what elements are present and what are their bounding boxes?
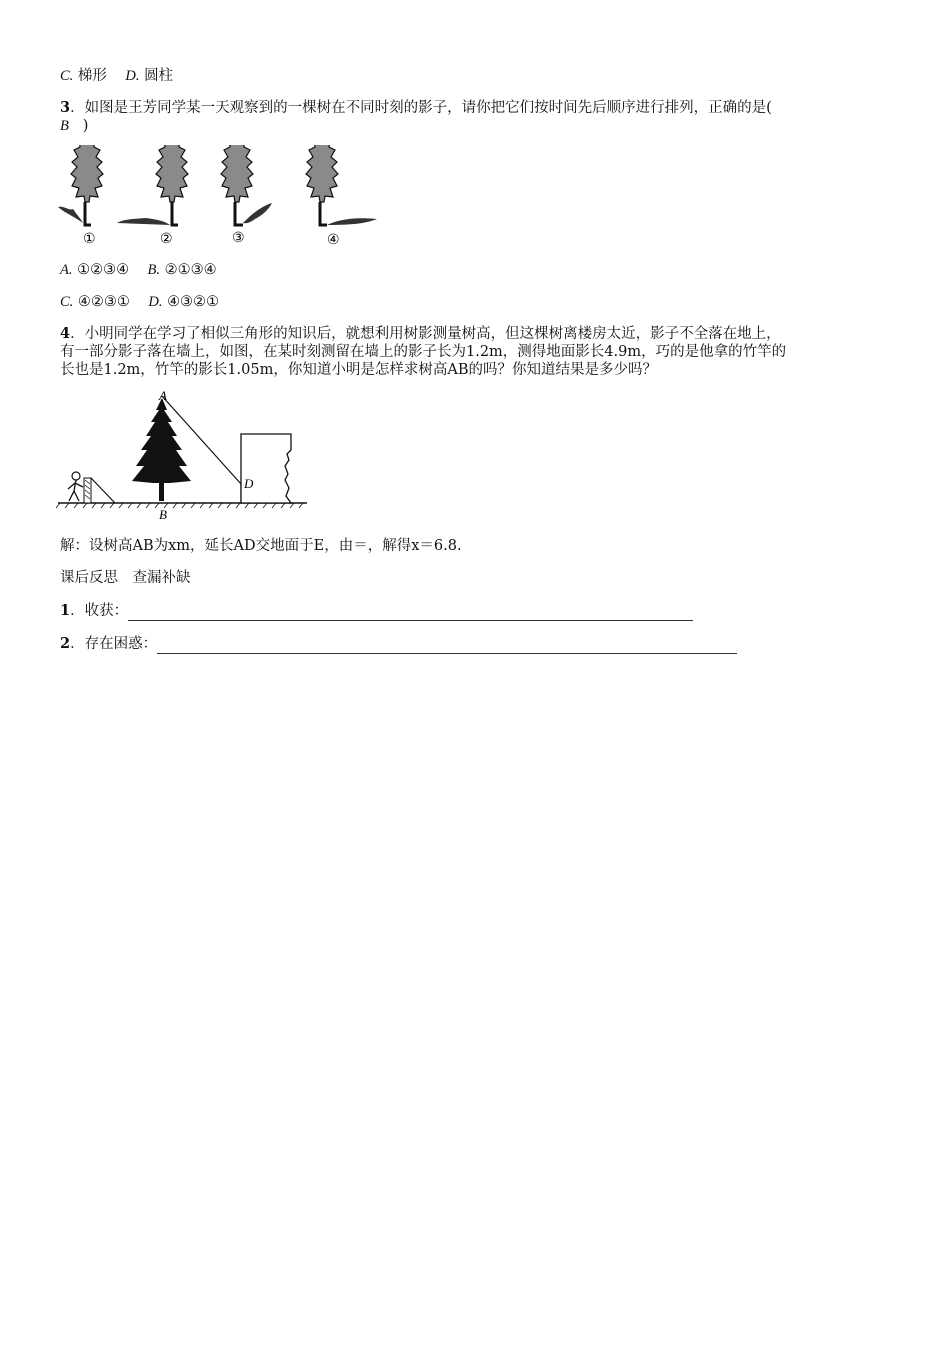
- q4-stem-line3: 长也是1.2m，竹竿的影长1.05m，你知道小明是怎样求树高AB的吗？你知道结果是多少吗？: [60, 362, 657, 378]
- label-B: B: [159, 507, 167, 522]
- q3-option-c-letter: C.: [60, 294, 74, 310]
- reflection-item-1-number: 1: [60, 602, 71, 619]
- q3-number: 3: [60, 99, 71, 116]
- reflection-item-2-label: ．存在困惑：: [70, 636, 158, 652]
- tree-3: [221, 145, 272, 225]
- tree-1: [58, 145, 103, 225]
- label-A: A: [159, 388, 167, 403]
- reflection-title: 课后反思 查漏补缺: [60, 570, 191, 586]
- q4-number: 4: [60, 325, 71, 342]
- harvest-blank-line[interactable]: [128, 606, 693, 621]
- tree-2: [117, 145, 188, 225]
- q3-options-ab: [60, 260, 217, 280]
- option-d-text: 圆柱: [144, 68, 174, 84]
- q3-option-b-letter: B.: [147, 262, 161, 278]
- q3-stem: [60, 98, 772, 118]
- q3-answer: B: [60, 118, 69, 134]
- fig-label-4: ④: [327, 233, 340, 248]
- q4-tree-wall-figure: [55, 388, 315, 523]
- option-c-letter: C.: [60, 68, 74, 84]
- q4-line1-text: ．小明同学在学习了相似三角形的知识后，就想利用树影测量树高，但这棵树离楼房太近，影子不全落在地上，: [70, 326, 781, 342]
- q3-close-paren: ): [82, 118, 89, 134]
- q3-tree-shadows-figure: [55, 145, 385, 250]
- q3-option-d-text: ④③②①: [167, 294, 220, 310]
- tree-4: [306, 145, 377, 225]
- q3-option-b-text: ②①③④: [164, 262, 217, 278]
- reflection-item-1-label: ．收获：: [70, 603, 129, 619]
- option-c-text: 梯形: [77, 68, 107, 84]
- confusion-blank-line[interactable]: [157, 639, 737, 654]
- reflection-item-2-number: 2: [60, 635, 71, 652]
- fig-label-1: ①: [83, 232, 96, 247]
- building-wall: [241, 434, 291, 503]
- q4-solution: 解：设树高AB为xm，延长AD交地面于E，由＝，解得x＝6.8.: [60, 538, 462, 554]
- q2-options-cd: [60, 66, 173, 86]
- reflection-item-1: [60, 601, 693, 621]
- tree-silhouette: [132, 398, 191, 501]
- label-D: D: [244, 476, 254, 491]
- fig-label-3: ③: [232, 231, 245, 246]
- q3-option-a-letter: A.: [60, 262, 73, 278]
- q4-stem-line1: [60, 324, 781, 344]
- option-d-letter: D.: [125, 68, 140, 84]
- person-with-pole: [68, 472, 115, 503]
- q3-option-d-letter: D.: [148, 294, 163, 310]
- q3-option-a-text: ①②③④: [77, 262, 130, 278]
- fig-label-2: ②: [160, 232, 173, 247]
- q3-option-c-text: ④②③①: [77, 294, 130, 310]
- q3-stem-text: ．如图是王芳同学某一天观察到的一棵树在不同时刻的影子，请你把它们按时间先后顺序进行排列，正确的是(: [70, 100, 772, 116]
- q3-options-cd: [60, 292, 219, 312]
- q4-stem-line2: 有一部分影子落在墙上，如图，在某时刻测留在墙上的影子长为1.2m，测得地面影长4.9m，巧的是他拿的竹竿的: [60, 344, 787, 360]
- q3-answer-line: [60, 116, 88, 136]
- reflection-item-2: [60, 634, 737, 654]
